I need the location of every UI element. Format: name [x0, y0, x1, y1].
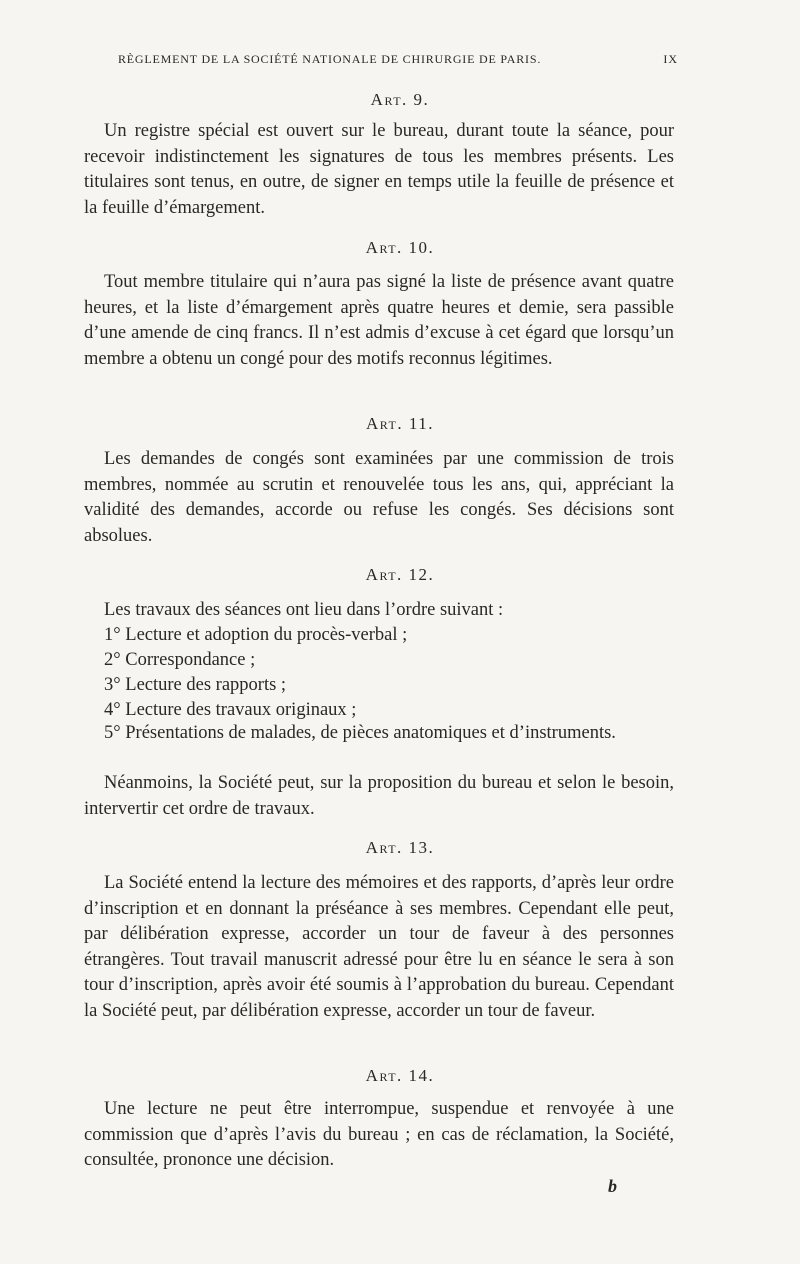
article-11-paragraph: Les demandes de congés sont examinées par une commission de trois membres, nommée au scrutin et renouvelée tous les ans, qui, appréciant la validité des demandes, accorde ou refuse les congés. Ses décisions sont absolues. [84, 449, 674, 546]
article-9-heading: Art. 9. [370, 90, 430, 109]
article-12-item-5: 5° Présentations de malades, de pièces anatomiques et d’instruments. [104, 723, 616, 743]
article-12-item-3: 3° Lecture des rapports ; [104, 675, 287, 695]
article-9-paragraph: Un registre spécial est ouvert sur le bureau, durant toute la séance, pour recevoir indistinctement les signatures de tous les membres présents. Les titulaires sont tenus, en outre, de signer en temps utile la feuille de présence et la feuille d’émargement. [84, 121, 674, 218]
article-10-paragraph: Tout membre titulaire qui n’aura pas signé la liste de présence avant quatre heures, et la liste d’émargement après quatre heures et demie, sera passible d’une amende de cinq francs. Il n’est admis d’excuse à cet égard que lorsqu’un membre a obtenu un congé pour des motifs reconnus légitimes. [84, 272, 674, 369]
article-12-heading: Art. 12. [365, 565, 435, 584]
article-12-item-1: 1° Lecture et adoption du procès-verbal ; [104, 625, 408, 645]
article-11-heading: Art. 11. [365, 414, 434, 433]
article-12-outro: Néanmoins, la Société peut, sur la proposition du bureau et selon le besoin, intervertir cet ordre de travaux. [84, 773, 674, 819]
article-12-item-5-block [84, 721, 674, 747]
article-13-paragraph: La Société entend la lecture des mémoires et des rapports, d’après leur ordre d’inscription et en donnant la préséance à ses membres. Cependant elle peut, par délibération expresse, accorder un tour de faveur à des personnes étrangères. Tout travail manuscrit adressé pour être lu en séance le sera à son tour d’inscription, après avoir été soumis à l’approbation du bureau. Cependant la Société peut, par délibération expresse, accorder un tour de faveur. [84, 873, 674, 1021]
article-12-item-4: 4° Lecture des travaux originaux ; [104, 700, 357, 720]
article-14-heading: Art. 14. [365, 1066, 435, 1085]
article-12-item-2: 2° Correspondance ; [104, 650, 256, 670]
article-9-text [84, 119, 674, 221]
article-10-heading: Art. 10. [365, 238, 435, 257]
header-title: RÈGLEMENT DE LA SOCIÉTÉ NATIONALE DE CHIRURGIE DE PARIS. [118, 52, 542, 66]
article-12-intro: Les travaux des séances ont lieu dans l’ordre suivant : [104, 600, 504, 620]
article-13-heading: Art. 13. [365, 838, 435, 857]
article-13-text [84, 871, 674, 1025]
running-header [118, 52, 678, 70]
article-14-paragraph: Une lecture ne peut être interrompue, suspendue et renvoyée à une commission que d’après l’avis du bureau ; en cas de réclamation, la Société, consultée, prononce une décision. [84, 1099, 674, 1171]
page-number: IX [663, 52, 678, 66]
article-12-outro-block [84, 771, 674, 822]
article-14-text [84, 1097, 674, 1174]
signature-mark: b [608, 1176, 617, 1196]
article-11-text [84, 447, 674, 549]
article-10-text [84, 270, 674, 372]
